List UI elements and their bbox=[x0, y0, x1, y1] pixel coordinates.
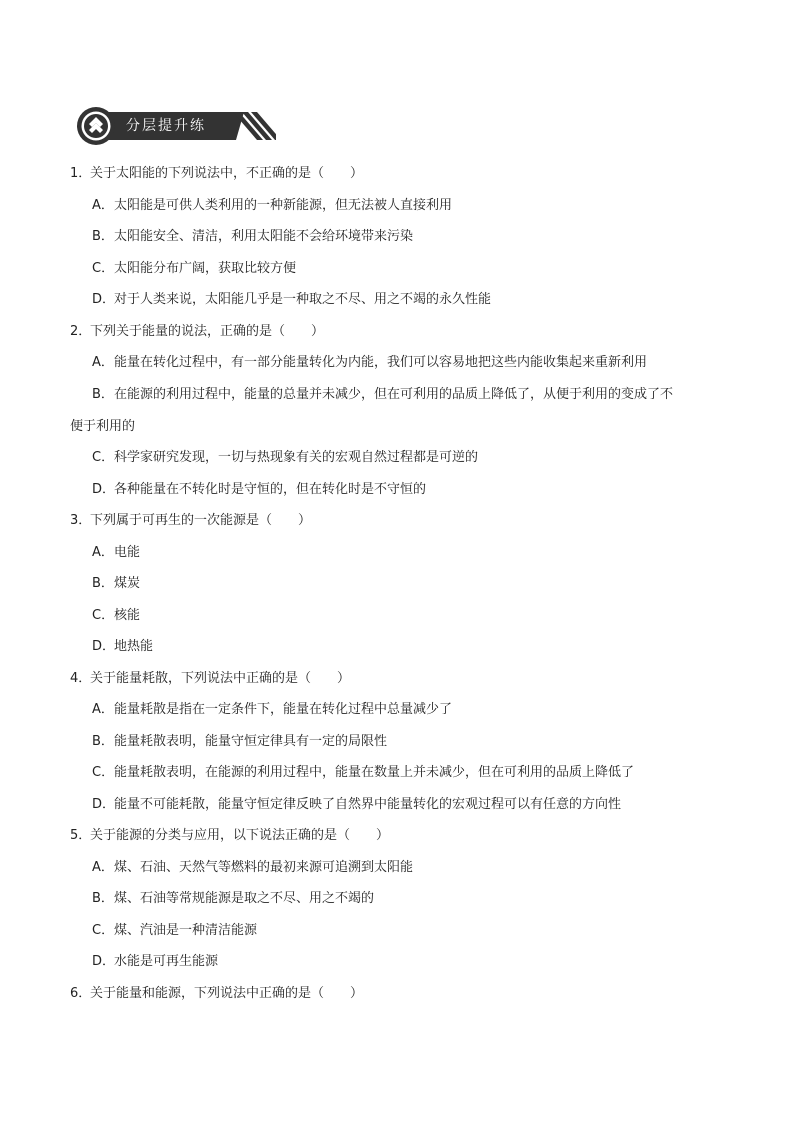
question-text: 关于能量耗散，下列说法中正确的是（ ） bbox=[90, 670, 351, 686]
answer-option-line bbox=[92, 921, 730, 941]
answer-option bbox=[92, 290, 730, 310]
answer-option-line bbox=[92, 290, 730, 310]
answer-option bbox=[70, 385, 730, 437]
question-stem bbox=[70, 669, 730, 689]
section-banner bbox=[76, 106, 276, 146]
answer-option-line bbox=[92, 480, 730, 500]
answer-option bbox=[92, 858, 730, 878]
option-text-continued: 便于利用的 bbox=[70, 418, 136, 434]
option-letter: B． bbox=[92, 576, 114, 591]
answer-option-line bbox=[92, 448, 730, 468]
question-text: 下列关于能量的说法，正确的是（ ） bbox=[90, 323, 325, 339]
answer-option-line bbox=[92, 858, 730, 878]
option-text: 煤、汽油是一种清洁能源 bbox=[114, 922, 258, 938]
option-letter: D． bbox=[92, 954, 116, 969]
question-stem bbox=[70, 164, 730, 184]
answer-option bbox=[92, 795, 730, 815]
answer-option bbox=[92, 889, 730, 909]
answer-option-line bbox=[92, 543, 730, 563]
option-text: 太阳能分布广阔，获取比较方便 bbox=[114, 260, 297, 276]
option-letter: C． bbox=[92, 922, 115, 938]
answer-option bbox=[92, 480, 730, 500]
answer-option bbox=[92, 353, 730, 373]
option-letter: D． bbox=[92, 292, 116, 307]
answer-option-line bbox=[92, 259, 730, 279]
question-stem bbox=[70, 511, 730, 531]
option-letter: D． bbox=[92, 481, 116, 497]
question-number: 4． bbox=[70, 670, 92, 686]
answer-option-line bbox=[92, 952, 730, 972]
option-text: 核能 bbox=[114, 607, 141, 623]
answer-option-line bbox=[92, 637, 730, 657]
option-letter: A． bbox=[92, 355, 114, 370]
option-text: 太阳能是可供人类利用的一种新能源，但无法被人直接利用 bbox=[114, 197, 453, 213]
question-number: 5． bbox=[70, 828, 92, 843]
question-number: 2． bbox=[70, 323, 92, 339]
answer-option-line bbox=[92, 732, 730, 752]
answer-option bbox=[92, 448, 730, 468]
answer-option-line bbox=[92, 353, 730, 373]
question-stem bbox=[70, 984, 730, 1004]
answer-option-line bbox=[92, 606, 730, 626]
option-letter: B． bbox=[92, 891, 114, 906]
option-letter: D． bbox=[92, 639, 116, 654]
option-text: 各种能量在不转化时是守恒的，但在转化时是不守恒的 bbox=[114, 481, 427, 497]
option-text: 电能 bbox=[114, 544, 141, 560]
question-text: 关于能源的分类与应用，以下说法正确的是（ ） bbox=[90, 828, 390, 843]
answer-option bbox=[92, 763, 730, 783]
answer-option bbox=[92, 196, 730, 216]
option-text: 对于人类来说，太阳能几乎是一种取之不尽、用之不竭的永久性能 bbox=[114, 292, 492, 307]
option-letter: C． bbox=[92, 260, 115, 276]
question-stem bbox=[70, 322, 730, 342]
option-text: 能量耗散表明，能量守恒定律具有一定的局限性 bbox=[114, 733, 388, 749]
answer-option-line bbox=[92, 574, 730, 594]
option-text: 煤、石油、天然气等燃料的最初来源可追溯到太阳能 bbox=[114, 859, 414, 875]
answer-option bbox=[92, 952, 730, 972]
option-text: 煤、石油等常规能源是取之不尽、用之不竭的 bbox=[114, 891, 375, 906]
question-stem bbox=[70, 826, 730, 846]
option-text: 地热能 bbox=[114, 639, 154, 654]
answer-option bbox=[92, 700, 730, 720]
question-list bbox=[70, 164, 730, 1015]
answer-option-line bbox=[92, 385, 730, 405]
answer-option-line bbox=[92, 763, 730, 783]
option-text: 能量耗散表明，在能源的利用过程中，能量在数量上并未减少，但在可利用的品质上降低了 bbox=[114, 765, 635, 780]
option-letter: A． bbox=[92, 197, 114, 213]
answer-option bbox=[92, 606, 730, 626]
answer-option bbox=[92, 259, 730, 279]
option-letter: B． bbox=[92, 386, 114, 402]
question-number: 6． bbox=[70, 985, 92, 1001]
question-number: 3． bbox=[70, 513, 92, 528]
option-text: 科学家研究发现，一切与热现象有关的宏观自然过程都是可逆的 bbox=[114, 450, 479, 465]
answer-option-line bbox=[92, 700, 730, 720]
question-number: 1． bbox=[70, 166, 92, 181]
option-letter: B． bbox=[92, 733, 114, 749]
answer-option bbox=[92, 732, 730, 752]
answer-option-line bbox=[92, 795, 730, 815]
option-text: 水能是可再生能源 bbox=[114, 954, 219, 969]
option-letter: B． bbox=[92, 229, 114, 244]
answer-option-line bbox=[92, 196, 730, 216]
option-text: 在能源的利用过程中，能量的总量并未减少，但在可利用的品质上降低了，从便于利用的变成了不 bbox=[114, 386, 674, 402]
option-letter: A． bbox=[92, 702, 114, 717]
answer-option bbox=[92, 574, 730, 594]
option-text: 能量不可能耗散，能量守恒定律反映了自然界中能量转化的宏观过程可以有任意的方向性 bbox=[114, 796, 622, 812]
answer-option bbox=[92, 637, 730, 657]
option-letter: D． bbox=[92, 796, 116, 812]
answer-option-line bbox=[92, 889, 730, 909]
option-text: 太阳能安全、清洁，利用太阳能不会给环境带来污染 bbox=[114, 229, 414, 244]
answer-option bbox=[92, 543, 730, 563]
question-text: 关于能量和能源，下列说法中正确的是（ ） bbox=[90, 985, 364, 1001]
option-letter: C． bbox=[92, 607, 115, 623]
option-letter: A． bbox=[92, 544, 114, 560]
question-text: 下列属于可再生的一次能源是（ ） bbox=[90, 513, 312, 528]
section-title: 分层提升练 bbox=[126, 118, 206, 134]
answer-option bbox=[92, 227, 730, 247]
option-letter: C． bbox=[92, 450, 115, 465]
answer-option bbox=[92, 921, 730, 941]
section-emblem-icon bbox=[77, 107, 115, 145]
option-letter: A． bbox=[92, 859, 114, 875]
option-text: 能量在转化过程中，有一部分能量转化为内能，我们可以容易地把这些内能收集起来重新利用 bbox=[114, 355, 648, 370]
option-letter: C． bbox=[92, 765, 115, 780]
option-text: 煤炭 bbox=[114, 576, 141, 591]
option-text: 能量耗散是指在一定条件下，能量在转化过程中总量减少了 bbox=[114, 702, 453, 717]
question-text: 关于太阳能的下列说法中，不正确的是（ ） bbox=[90, 166, 364, 181]
answer-option-line bbox=[92, 227, 730, 247]
